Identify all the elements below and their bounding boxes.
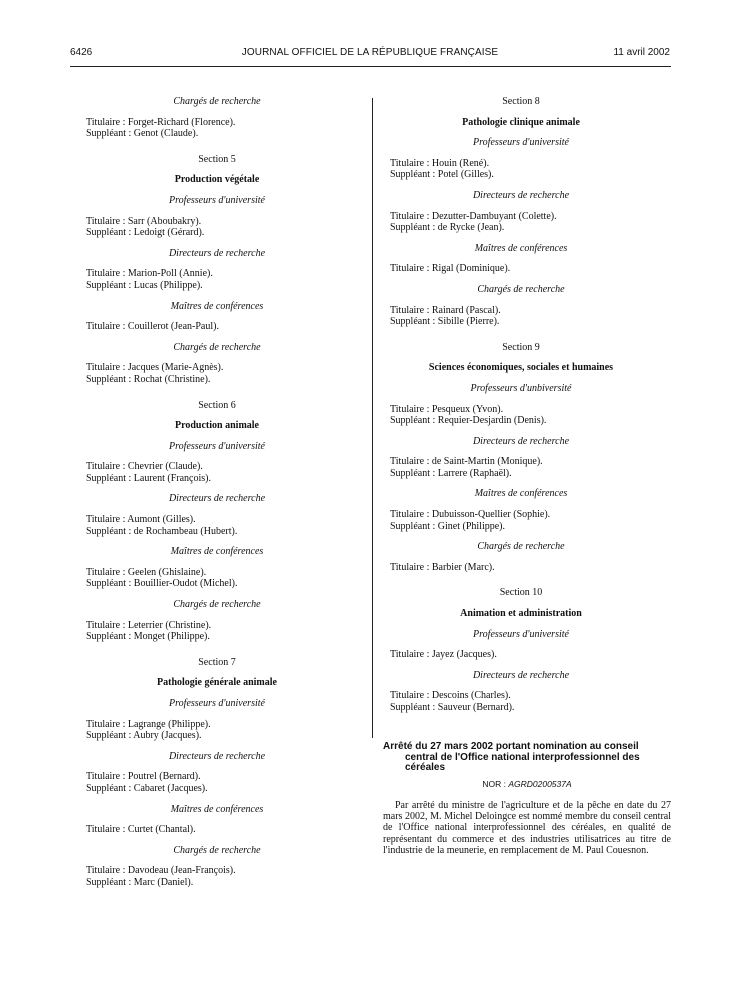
- category-heading: Maîtres de conférences: [170, 803, 264, 815]
- arrete-title-line: Arrêté du 27 mars 2002 portant nomination au conseil: [383, 741, 639, 752]
- header-rule: [70, 66, 671, 67]
- appointment-entry: Suppléant : Lucas (Philippe).: [86, 279, 203, 291]
- section-block: [86, 154, 348, 386]
- appointment-list: [86, 461, 348, 484]
- section-number: Section 10: [499, 587, 543, 599]
- category-heading: Professeurs d'université: [169, 194, 265, 206]
- appointment-entry: Titulaire : Curtet (Chantal).: [86, 824, 196, 836]
- appointment-list: [86, 771, 348, 794]
- category-heading: Maîtres de conférences: [170, 546, 264, 558]
- appointment-list: [390, 263, 652, 275]
- appointment-entry: Titulaire : Pesqueux (Yvon).: [390, 403, 504, 415]
- category-heading: Chargés de recherche: [477, 283, 565, 295]
- section-name: Pathologie clinique animale: [462, 116, 580, 128]
- journal-title: JOURNAL OFFICIEL DE LA RÉPUBLIQUE FRANÇAISE: [241, 47, 499, 58]
- publication-date: 11 avril 2002: [613, 47, 670, 58]
- right-column: [390, 96, 652, 714]
- category-heading: Chargés de recherche: [173, 341, 261, 353]
- arrete-title-line: central de l'Office national interprofessionnel des: [405, 751, 640, 763]
- appointment-list: [390, 211, 652, 234]
- appointment-entry: Suppléant : Ginet (Philippe).: [390, 520, 505, 532]
- section-name: Production végétale: [174, 174, 260, 186]
- appointment-list: [390, 305, 652, 328]
- appointment-list: [390, 649, 652, 661]
- category-heading: Maîtres de conférences: [474, 242, 568, 254]
- appointment-entry: Titulaire : Aumont (Gilles).: [86, 514, 196, 526]
- category-heading: Chargés de recherche: [173, 844, 261, 856]
- appointment-entry: Titulaire : Geelen (Ghislaine).: [86, 566, 207, 578]
- appointment-entry: Titulaire : Dezutter-Dambuyant (Colette).: [390, 210, 557, 222]
- category-heading: Professeurs d'université: [169, 440, 265, 452]
- appointment-entry: Suppléant : Potel (Gilles).: [390, 169, 494, 181]
- appointment-list: [390, 456, 652, 479]
- appointment-list: [86, 719, 348, 742]
- section-block: [86, 400, 348, 643]
- section-number: Section 6: [198, 399, 236, 411]
- appointment-entry: Suppléant : Cabaret (Jacques).: [86, 782, 208, 794]
- appointment-list: [390, 158, 652, 181]
- appointment-entry: Titulaire : Dubuisson-Quellier (Sophie).: [390, 509, 551, 521]
- appointment-entry: Titulaire : Marion-Poll (Annie).: [86, 268, 213, 280]
- section-number: Section 5: [198, 153, 236, 165]
- appointment-entry: Suppléant : Aubry (Jacques).: [86, 730, 202, 742]
- category-heading: Maîtres de conférences: [474, 488, 568, 500]
- category-heading: Maîtres de conférences: [170, 300, 264, 312]
- category-heading: Directeurs de recherche: [168, 247, 266, 259]
- appointment-entry: Titulaire : Houin (René).: [390, 157, 490, 169]
- appointment-entry: Titulaire : Poutrel (Bernard).: [86, 771, 201, 783]
- appointment-entry: Titulaire : Sarr (Aboubakry).: [86, 215, 202, 227]
- appointment-list: [86, 620, 348, 643]
- category-heading: Directeurs de recherche: [472, 669, 570, 681]
- section-name: Sciences économiques, sociales et humaines: [428, 362, 614, 374]
- appointment-entry: Titulaire : Forget-Richard (Florence).: [86, 116, 236, 128]
- page-header: [70, 47, 670, 63]
- left-column: [86, 96, 348, 889]
- appointment-list: [86, 216, 348, 239]
- appointment-entry: Titulaire : Jayez (Jacques).: [390, 649, 497, 661]
- column-divider: [372, 98, 373, 738]
- section-block: [390, 96, 652, 328]
- arrete-title: [383, 742, 671, 774]
- appointment-entry: Suppléant : Rochat (Christine).: [86, 373, 211, 385]
- appointment-list: [86, 268, 348, 291]
- arrete-body: Par arrêté du ministre de l'agriculture et de la pêche en date du 27 mars 2002, M. Michel Deloingce est nommé membre du conseil central de l'Office national interprofessionnel des céréales, en qualité de représentant du commerce et des industries utilisatrices au titre de l'industrie de la meunerie, en remplacement de M. Paul Couesnon.: [383, 800, 671, 856]
- section-name: Pathologie générale animale: [157, 677, 277, 689]
- appointment-entry: Suppléant : Sauveur (Bernard).: [390, 702, 515, 713]
- section-number: Section 7: [198, 656, 236, 668]
- appointment-entry: Suppléant : Laurent (François).: [86, 472, 211, 484]
- category-heading: Directeurs de recherche: [168, 750, 266, 762]
- appointment-list: [390, 509, 652, 532]
- arrete-title-line: céréales: [405, 762, 446, 774]
- category-heading: Professeurs d'université: [473, 628, 569, 640]
- appointment-entry: Titulaire : Descoins (Charles).: [390, 690, 511, 702]
- appointment-entry: Suppléant : Monget (Philippe).: [86, 631, 210, 643]
- section-name: Animation et administration: [460, 608, 582, 620]
- category-heading: Chargés de recherche: [477, 541, 565, 553]
- category-heading: Chargés de recherche: [173, 96, 261, 107]
- appointment-entry: Suppléant : Larrere (Raphaël).: [390, 467, 512, 479]
- appointment-entry: Titulaire : Jacques (Marie-Agnès).: [86, 362, 224, 374]
- appointment-entry: Suppléant : de Rochambeau (Hubert).: [86, 525, 238, 537]
- appointment-list: [390, 690, 652, 713]
- appointment-list: [86, 567, 348, 590]
- section-number: Section 9: [502, 341, 540, 353]
- category-heading: Directeurs de recherche: [472, 435, 570, 447]
- appointment-entry: Suppléant : Genot (Claude).: [86, 128, 199, 140]
- appointment-entry: Titulaire : de Saint-Martin (Monique).: [390, 456, 543, 468]
- appointment-list: [86, 362, 348, 385]
- category-heading: Directeurs de recherche: [168, 493, 266, 505]
- appointment-list: [86, 117, 348, 140]
- appointment-list: [86, 824, 348, 836]
- appointment-list: [390, 404, 652, 427]
- appointment-entry: Titulaire : Couillerot (Jean-Paul).: [86, 321, 219, 333]
- section-name: Production animale: [175, 420, 259, 432]
- appointment-entry: Suppléant : Sibille (Pierre).: [390, 316, 500, 328]
- section-block: [390, 587, 652, 713]
- category-heading: Professeurs d'unbiversité: [470, 382, 572, 394]
- appointment-entry: Suppléant : Bouillier-Oudot (Michel).: [86, 578, 238, 590]
- category-heading: Professeurs d'université: [169, 698, 265, 709]
- appointment-list: [86, 321, 348, 333]
- appointment-list: [86, 865, 348, 888]
- nor-code: AGRD0200537A: [508, 778, 572, 789]
- appointment-entry: Titulaire : Barbier (Marc).: [390, 561, 495, 573]
- appointment-entry: Suppléant : de Rycke (Jean).: [390, 222, 505, 234]
- section-block: [86, 657, 348, 889]
- nor-reference: [383, 779, 671, 790]
- category-heading: Chargés de recherche: [173, 599, 261, 611]
- appointment-entry: Titulaire : Leterrier (Christine).: [86, 619, 212, 631]
- category-heading: Directeurs de recherche: [472, 189, 570, 201]
- appointment-entry: Titulaire : Lagrange (Philippe).: [86, 718, 211, 730]
- appointment-entry: Titulaire : Rigal (Dominique).: [390, 263, 511, 275]
- page-number: 6426: [70, 47, 93, 58]
- appointment-entry: Suppléant : Marc (Daniel).: [86, 876, 194, 888]
- appointment-list: [86, 514, 348, 537]
- section-number: Section 8: [502, 96, 540, 107]
- section-block: [390, 342, 652, 574]
- appointment-list: [390, 562, 652, 574]
- appointment-entry: Titulaire : Chevrier (Claude).: [86, 461, 203, 473]
- appointment-entry: Titulaire : Davodeau (Jean-François).: [86, 865, 236, 877]
- appointment-entry: Suppléant : Ledoigt (Gérard).: [86, 227, 205, 239]
- appointment-entry: Suppléant : Requier-Desjardin (Denis).: [390, 415, 547, 427]
- appointment-entry: Titulaire : Rainard (Pascal).: [390, 304, 501, 316]
- nor-label: NOR :: [482, 778, 506, 789]
- arrete-block: [383, 742, 671, 856]
- category-heading: Professeurs d'université: [473, 137, 569, 149]
